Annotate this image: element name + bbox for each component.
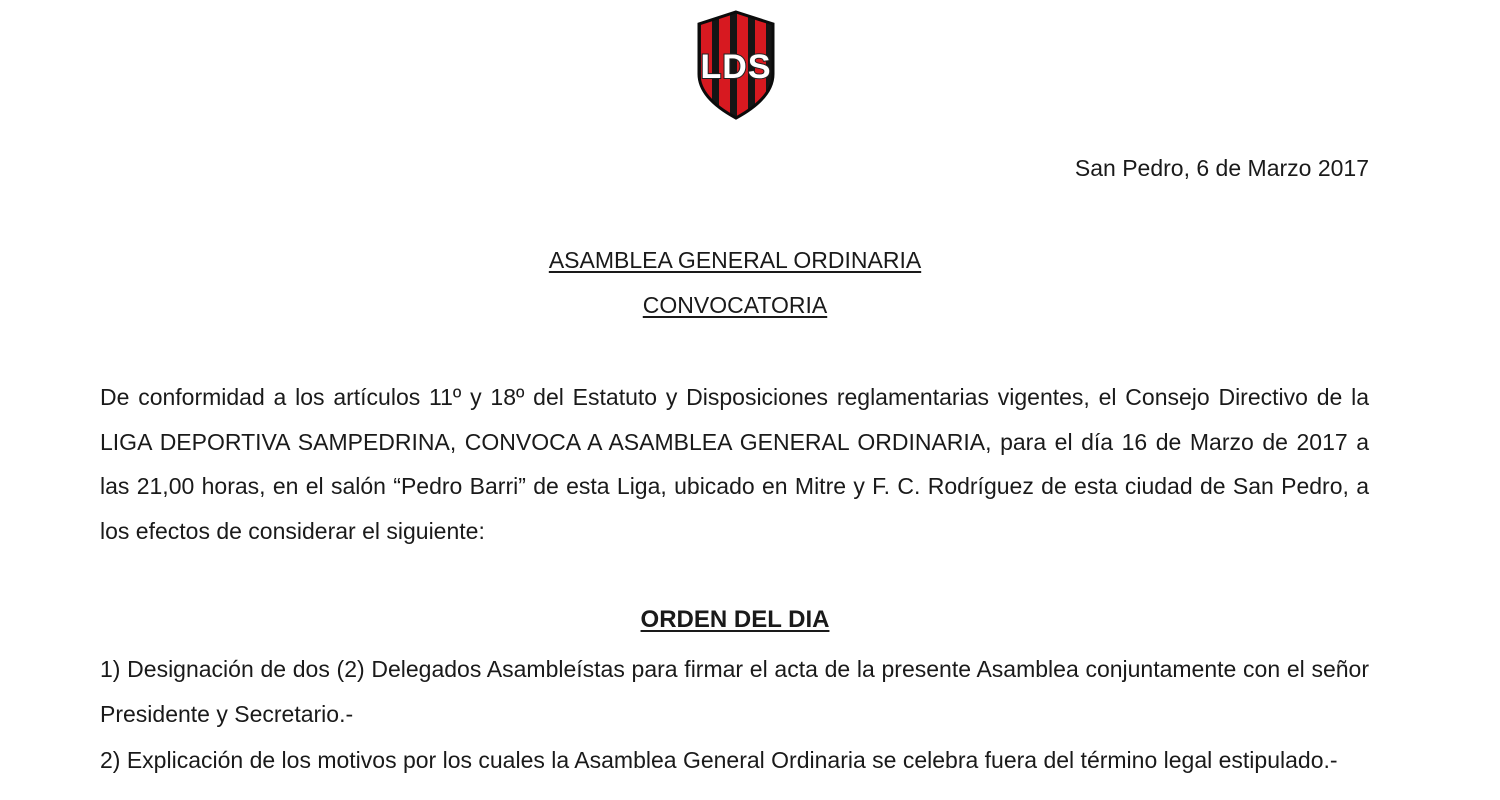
logo-text: LDS bbox=[700, 48, 772, 86]
agenda-heading: ORDEN DEL DIA bbox=[640, 606, 830, 633]
document-title: ASAMBLEA GENERAL ORDINARIA bbox=[548, 247, 922, 273]
document-subtitle: CONVOCATORIA bbox=[642, 292, 828, 318]
agenda-list bbox=[100, 647, 1369, 785]
agenda-item: 2) Explicación de los motivos por los cuales la Asamblea General Ordinaria se celebra fuera del término legal estipulado.- bbox=[100, 747, 1338, 773]
date-line: San Pedro, 6 de Marzo 2017 bbox=[1074, 155, 1369, 181]
agenda-item: 1) Designación de dos (2) Delegados Asambleístas para firmar el acta de la presente Asamblea conjuntamente con el señor Presidente y Secretario.- bbox=[100, 656, 1369, 727]
lds-shield-logo bbox=[675, 8, 797, 122]
intro-paragraph: De conformidad a los artículos 11º y 18º del Estatuto y Disposiciones reglamentarias vigentes, el Consejo Directivo de la LIGA DEPORTIVA SAMPEDRINA, CONVOCA A ASAMBLEA GENERAL ORDINARIA, para el día 16 de Marzo de 2017 a las 21,00 horas, en el salón “Pedro Barri” de esta Liga, ubicado en Mitre y F. C. Rodríguez de esta ciudad de San Pedro, a los efectos de considerar el siguiente: bbox=[100, 384, 1369, 544]
